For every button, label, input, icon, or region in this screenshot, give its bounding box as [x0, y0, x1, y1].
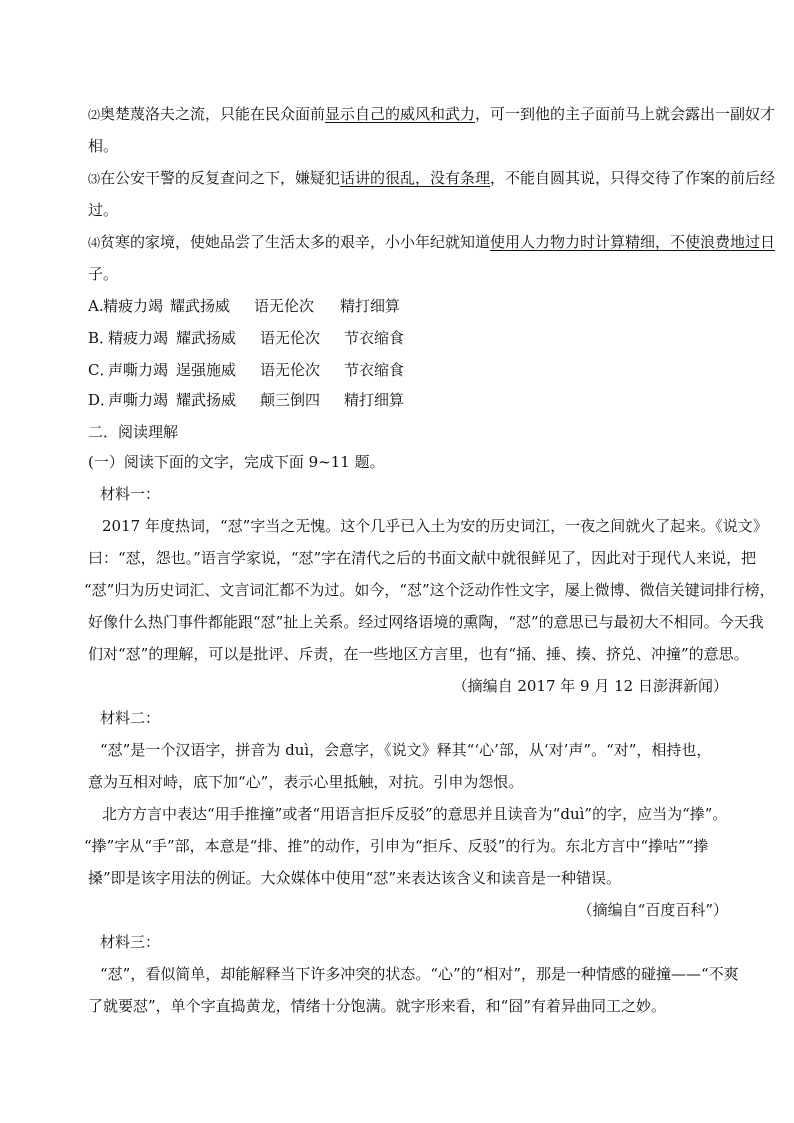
option-item: 精疲力竭 — [108, 329, 169, 347]
option-item: 节衣缩食 — [344, 361, 405, 379]
material-1-line: 曰：“怼，怨也。”语言学家说，“怼”字在清代之后的书面文献中就很鲜见了，因此对于现代人来说，把 — [88, 549, 757, 567]
material-2-line: 北方方言中表达“用手推撞”或者“用语言拒斥反驳”的意思并且读音为“duì”的字，应当为“搼”。 — [102, 805, 728, 823]
sentence-number: ⑵ — [88, 108, 101, 122]
option-item: 耀武扬威 — [176, 329, 237, 347]
material-2-line: “搼”字从“手”部，本意是“排、推”的动作，引申为“拒斥、反驳”的行为。东北方言中“搼咕”“搼 — [84, 837, 709, 855]
option-item: 精打细算 — [344, 391, 405, 409]
option-item: 节衣缩食 — [344, 329, 405, 347]
material-2-line: 意为互相对峙，底下加“心”，表示心里抵触，对抗。引申为怨恨。 — [88, 773, 524, 791]
sentence-number: ⑶ — [88, 172, 101, 186]
sentence-text: 贫寒的家境，使她品尝了生活太多的艰辛，小小年纪就知道 — [100, 233, 491, 251]
material-1-source: （摘编自 2017 年 9 月 12 日澎湃新闻） — [452, 677, 728, 695]
material-3-line: 了就要怼”，单个字直捣黄龙，情绪十分饱满。就字形来看，和“囧”有着异曲同工之妙。 — [88, 997, 667, 1015]
material-2-line: 搡”即是该字用法的例证。大众媒体中使用“怼”来表达该含义和读音是一种错误。 — [88, 869, 622, 887]
sentence-3-cont: 过。 — [88, 201, 119, 219]
option-a: A. 精疲力竭 耀武扬威 语无伦次 精打细算 — [88, 297, 401, 315]
underlined-phrase: 显示自己的威风和武力 — [325, 105, 476, 123]
sentence-text: 在公安干警的反复查问之下，嫌疑犯 — [100, 169, 341, 187]
option-item: 声嘶力竭 — [108, 361, 169, 379]
material-3-title: 材料三： — [100, 933, 161, 951]
sentence-4-cont: 子。 — [88, 265, 119, 283]
material-1-line: 们对“怼”的理解，可以是批评、斥责，在一些地区方言里，也有“捅、捶、揍、挤兑、冲撞”的意思。 — [88, 645, 749, 663]
material-1-line: 好像什么热门事件都能跟“怼”扯上关系。经过网络语境的熏陶，“怼”的意思已与最初大不相同。今天我 — [88, 613, 764, 631]
sentence-text: 奥楚蔑洛夫之流，只能在民众面前 — [100, 105, 326, 123]
sentence-4 — [88, 231, 776, 254]
option-item: 语无伦次 — [254, 297, 315, 315]
option-item: 声嘶力竭 — [108, 391, 169, 409]
option-item: 精疲力竭 — [103, 297, 164, 315]
option-item: 语无伦次 — [260, 329, 321, 347]
material-2-line: “怼”是一个汉语字，拼音为 duì，会意字，《说文》释其“‘心’部，从‘对’声”。“对”，相持也， — [100, 741, 712, 759]
option-c — [88, 359, 728, 381]
option-item: 语无伦次 — [260, 361, 321, 379]
material-1-line: 2017 年度热词，“怼”字当之无愧。这个几乎已入土为安的历史词江，一夜之间就火了起来。《说文》 — [102, 517, 768, 535]
option-b — [88, 327, 728, 349]
option-item: 逞强施威 — [176, 361, 237, 379]
option-item: 耀武扬威 — [170, 297, 231, 315]
underlined-phrase: 使用人力物力时计算精细，不使浪费地过日 — [490, 233, 776, 251]
option-item: 耀武扬威 — [176, 391, 237, 409]
option-item: 颠三倒四 — [260, 391, 321, 409]
material-1-line: “怼”归为历史词汇、文言词汇都不为过。如今，“怼”这个泛动作性文字，屡上微博、微信关键词排行榜， — [84, 581, 775, 599]
option-label: C． — [88, 361, 115, 379]
section-heading: 二．阅读理解 — [88, 423, 179, 441]
material-3-line: “怼”，看似简单，却能解释当下许多冲突的状态。“心”的“相对”，那是一种情感的碰撞——“不爽 — [100, 965, 739, 983]
sentence-2-cont: 相。 — [88, 137, 119, 155]
sentence-number: ⑷ — [88, 236, 101, 250]
material-2-title: 材料二： — [100, 709, 161, 727]
underlined-phrase: 话讲的很乱，没有条理 — [340, 169, 491, 187]
sentence-2 — [88, 103, 776, 126]
sentence-text: ，不能自圆其说，只得交待了作案的前后经 — [490, 169, 776, 187]
option-label: D． — [88, 391, 116, 409]
material-1-title: 材料一： — [100, 485, 161, 503]
sentence-3 — [88, 167, 776, 190]
section-instruction: (一）阅读下面的文字，完成下面 9~11 题。 — [88, 453, 385, 471]
material-2-source: （摘编自“百度百科”） — [577, 901, 728, 919]
option-label: B． — [88, 329, 115, 347]
option-item: 精打细算 — [340, 297, 401, 315]
sentence-text: ，可一到他的主子面前马上就会露出一副奴才 — [475, 105, 776, 123]
option-d — [88, 389, 728, 411]
